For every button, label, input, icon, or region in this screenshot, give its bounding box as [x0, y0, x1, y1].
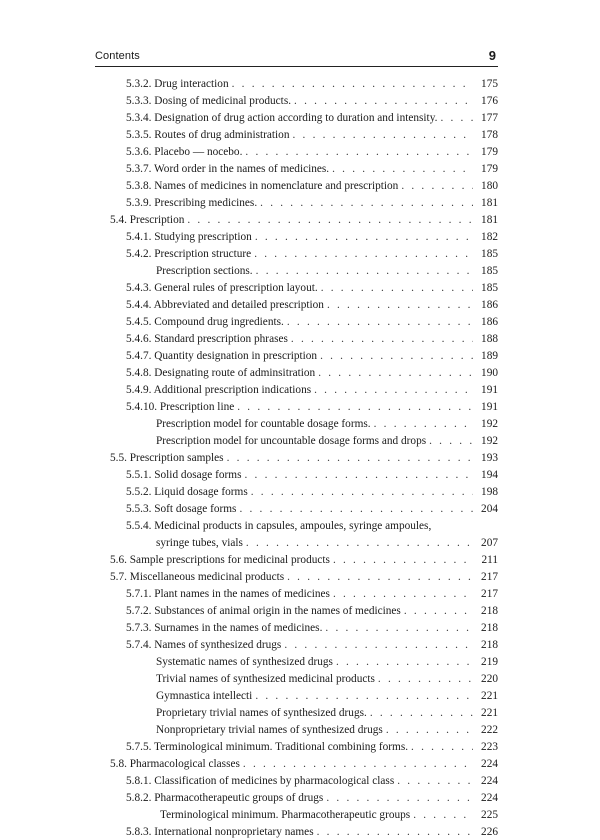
toc-entry: Prescription model for countable dosage forms. . . . 192 — [156, 416, 498, 432]
toc-entry: 5.7.2. Substances of animal origin in the names of medicines . . . 218 — [126, 603, 498, 619]
toc-entry: 5.4.6. Standard prescription phrases . . . 188 — [126, 331, 498, 347]
toc-entry: 5.3.3. Dosing of medicinal products. . . . 176 — [126, 93, 498, 109]
toc-entry: Gymnastica intellecti . . . 221 — [156, 688, 498, 704]
toc-entry: 5.3.5. Routes of drug administration . . . 178 — [126, 127, 498, 143]
toc-entry: 5.6. Sample prescriptions for medicinal products . . . 211 — [110, 552, 498, 568]
toc-entry: 5.3.9. Prescribing medicines. . . . 181 — [126, 195, 498, 211]
toc-entry: Terminological minimum. Pharmacotherapeutic groups . . . 225 — [160, 807, 498, 823]
page-number: 9 — [488, 48, 496, 63]
toc-entry: 5.7.1. Plant names in the names of medicines . . . 217 — [126, 586, 498, 602]
toc-entry: 5.5.1. Solid dosage forms . . . 194 — [126, 467, 498, 483]
toc-entry: 5.4.8. Designating route of adminsitration . . . 190 — [126, 365, 498, 381]
toc-entry: 5.4. Prescription . . . 181 — [110, 212, 498, 228]
toc-entry: 5.8. Pharmacological classes . . . 224 — [110, 756, 498, 772]
toc-entry: 5.4.5. Compound drug ingredients. . . . 186 — [126, 314, 498, 330]
toc-entry: Prescription sections. . . . 185 — [156, 263, 498, 279]
toc-entry: syringe tubes, vials . . . 207 — [156, 535, 498, 551]
toc-entry: Systematic names of synthesized drugs . . . 219 — [156, 654, 498, 670]
toc-entry: 5.7. Miscellaneous medicinal products . . . 217 — [110, 569, 498, 585]
toc-entry: 5.3.2. Drug interaction . . . 175 — [126, 76, 498, 92]
running-header-title: Contents — [95, 50, 140, 62]
toc-entry: 5.3.4. Designation of drug action according to duration and intensity. . . . 177 — [126, 110, 498, 126]
toc-entry: 5.3.6. Placebo — nocebo. . . . 179 — [126, 144, 498, 160]
toc-entry: 5.4.1. Studying prescription . . . 182 — [126, 229, 498, 245]
toc-entry: 5.4.9. Additional prescription indications . . . 191 — [126, 382, 498, 398]
toc-entry: 5.7.5. Terminological minimum. Traditional combining forms. . . . 223 — [126, 739, 498, 755]
toc-entry: 5.4.2. Prescription structure . . . 185 — [126, 246, 498, 262]
toc-entry: 5.3.7. Word order in the names of medicines. . . . 179 — [126, 161, 498, 177]
toc-entry: Proprietary trivial names of synthesized drugs. . . . 221 — [156, 705, 498, 721]
toc-entry: 5.4.10. Prescription line . . . 191 — [126, 399, 498, 415]
toc-entry: 5.5. Prescription samples . . . 193 — [110, 450, 498, 466]
toc-entry: 5.7.3. Surnames in the names of medicines. . . . 218 — [126, 620, 498, 636]
toc-entry: 5.5.3. Soft dosage forms . . . 204 — [126, 501, 498, 517]
toc-entry: Trivial names of synthesized medicinal products . . . 220 — [156, 671, 498, 687]
toc-entry: 5.4.3. General rules of prescription layout. . . . 185 — [126, 280, 498, 296]
toc-entry: 5.7.4. Names of synthesized drugs . . . 218 — [126, 637, 498, 653]
toc-entry: 5.3.8. Names of medicines in nomenclature and prescription . . . 180 — [126, 178, 498, 194]
page-header — [95, 46, 498, 67]
toc-entry: 5.8.3. International nonproprietary names . . . 226 — [126, 824, 498, 840]
toc-entry: 5.4.4. Abbreviated and detailed prescription . . . 186 — [126, 297, 498, 313]
toc-entry: 5.8.1. Classification of medicines by pharmacological class . . . 224 — [126, 773, 498, 789]
toc-entry: 5.8.2. Pharmacotherapeutic groups of drugs . . . 224 — [126, 790, 498, 806]
toc-entry: 5.5.2. Liquid dosage forms . . . 198 — [126, 484, 498, 500]
toc-entry-heading: 5.5.4. Medicinal products in capsules, ampoules, syringe ampoules, — [126, 520, 432, 532]
toc-entry: 5.4.7. Quantity designation in prescription . . . 189 — [126, 348, 498, 364]
toc-entry: Nonproprietary trivial names of synthesized drugs . . . 222 — [156, 722, 498, 738]
toc-entry: Prescription model for uncountable dosage forms and drops . . . 192 — [156, 433, 498, 449]
